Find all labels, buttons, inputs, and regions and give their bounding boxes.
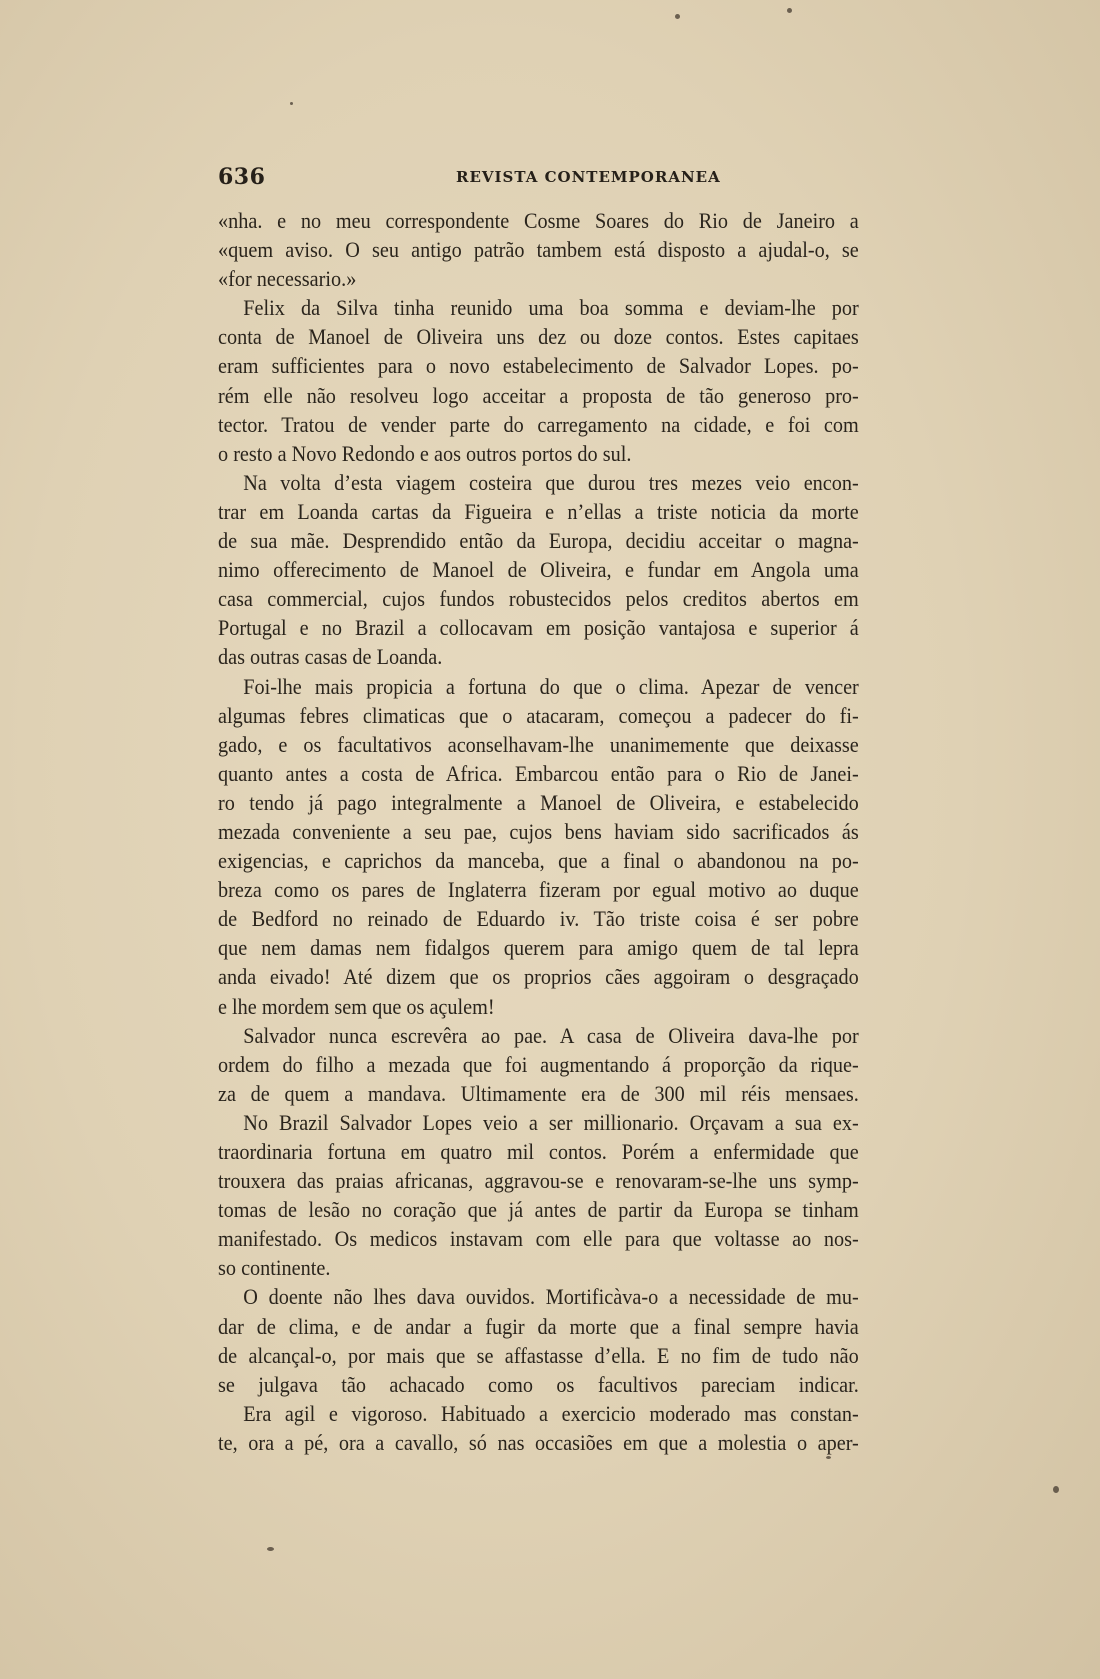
text-line: algumas febres climaticas que o atacaram, começou a padecer do fi-	[218, 702, 859, 728]
text-line: de sua mãe. Desprendido então da Europa, decidiu acceitar o magna-	[218, 528, 859, 554]
text-line: ro tendo já pago integralmente a Manoel de Oliveira, e estabelecido	[218, 789, 859, 815]
page-header	[218, 164, 850, 192]
text-line: za de quem a mandava. Ultimamente era de 300 mil réis mensaes.	[218, 1080, 859, 1106]
text-line: eram sufficientes para o novo estabelecimento de Salvador Lopes. po-	[218, 353, 859, 379]
text-line: trar em Loanda cartas da Figueira e n’ellas a triste noticia da morte	[218, 498, 859, 524]
text-line: casa commercial, cujos fundos robustecidos pelos creditos abertos em	[218, 586, 859, 612]
text-line: anda eivado! Até dizem que os proprios cães aggoiram o desgraçado	[218, 964, 859, 990]
body-text	[218, 206, 859, 1457]
text-line: quanto antes a costa de Africa. Embarcou então para o Rio de Janei-	[218, 760, 859, 786]
text-line: Foi-lhe mais propicia a fortuna do que o clima. Apezar de vencer	[243, 673, 859, 699]
page-number: 636	[218, 164, 266, 190]
text-line: tector. Tratou de vender parte do carregamento na cidade, e foi com	[218, 411, 859, 437]
text-line: Na volta d’esta viagem costeira que durou tres mezes veio encon-	[243, 469, 859, 495]
text-line: Portugal e no Brazil a collocavam em posição vantajosa e superior á	[218, 615, 859, 641]
text-line: «nha. e no meu correspondente Cosme Soares do Rio de Janeiro a	[218, 208, 859, 233]
paper-speck	[267, 1547, 274, 1551]
text-line: traordinaria fortuna em quatro mil contos. Porém a enfermidade que	[218, 1139, 859, 1164]
paper-speck	[826, 1456, 831, 1459]
paper-speck	[290, 102, 293, 105]
paper-speck	[1053, 1486, 1059, 1493]
text-line: das outras casas de Loanda.	[218, 644, 443, 670]
text-line: mezada conveniente a seu pae, cujos bens haviam sido sacrificados ás	[218, 818, 859, 844]
text-line: que nem damas nem fidalgos querem para amigo quem de tal lepra	[218, 935, 859, 961]
text-line: trouxera das praias africanas, aggravou-se e renovaram-se-lhe uns symp-	[218, 1168, 859, 1194]
text-line: dar de clima, e de andar a fugir da morte que a final sempre havia	[218, 1313, 859, 1339]
text-line: Felix da Silva tinha reunido uma boa somma e deviam-lhe por	[243, 295, 859, 321]
text-line: te, ora a pé, ora a cavallo, só nas occasiões em que a molestia o aper-	[218, 1429, 859, 1455]
text-line: manifestado. Os medicos instavam com elle para que voltasse ao nos-	[218, 1226, 859, 1252]
text-line: de alcançal-o, por mais que se affastasse d’ella. E no fim de tudo não	[218, 1342, 859, 1368]
text-line: No Brazil Salvador Lopes veio a ser millionario. Orçavam a sua ex-	[243, 1109, 859, 1135]
text-line: e lhe mordem sem que os açulem!	[218, 993, 495, 1019]
text-line: so continente.	[218, 1255, 331, 1281]
text-line: o resto a Novo Redondo e aos outros portos do sul.	[218, 440, 632, 466]
running-title: REVISTA CONTEMPORANEA	[456, 168, 721, 186]
text-line: ordem do filho a mezada que foi augmentando á proporção da rique-	[218, 1051, 859, 1077]
paper-speck	[787, 8, 792, 13]
text-line: exigencias, e caprichos da manceba, que a final o abandonou na po-	[218, 848, 859, 874]
text-line: gado, e os facultativos aconselhavam-lhe unanimemente que deixasse	[218, 731, 859, 757]
text-line: nimo offerecimento de Manoel de Oliveira, e fundar em Angola uma	[218, 557, 859, 583]
text-line: Era agil e vigoroso. Habituado a exercicio moderado mas constan-	[243, 1400, 859, 1426]
text-line: conta de Manoel de Oliveira uns dez ou doze contos. Estes capitaes	[218, 324, 859, 350]
text-line: breza como os pares de Inglaterra fizeram por egual motivo ao duque	[218, 877, 859, 903]
text-line: tomas de lesão no coração que já antes de partir da Europa se tinham	[218, 1197, 859, 1223]
text-line: Salvador nunca escrevêra ao pae. A casa de Oliveira dava-lhe por	[243, 1022, 859, 1048]
text-line: de Bedford no reinado de Eduardo iv. Tão triste coisa é ser pobre	[218, 906, 859, 932]
text-line: «quem aviso. O seu antigo patrão tambem está disposto a ajudal-o, se	[218, 237, 859, 263]
paper-speck	[675, 14, 680, 19]
text-line: se julgava tão achacado como os facultivos pareciam indicar.	[218, 1371, 859, 1397]
text-line: rém elle não resolveu logo acceitar a proposta de tão generoso pro-	[218, 382, 859, 408]
text-line: «for necessario.»	[218, 266, 357, 292]
text-line: O doente não lhes dava ouvidos. Mortificàva-o a necessidade de mu-	[243, 1284, 859, 1310]
